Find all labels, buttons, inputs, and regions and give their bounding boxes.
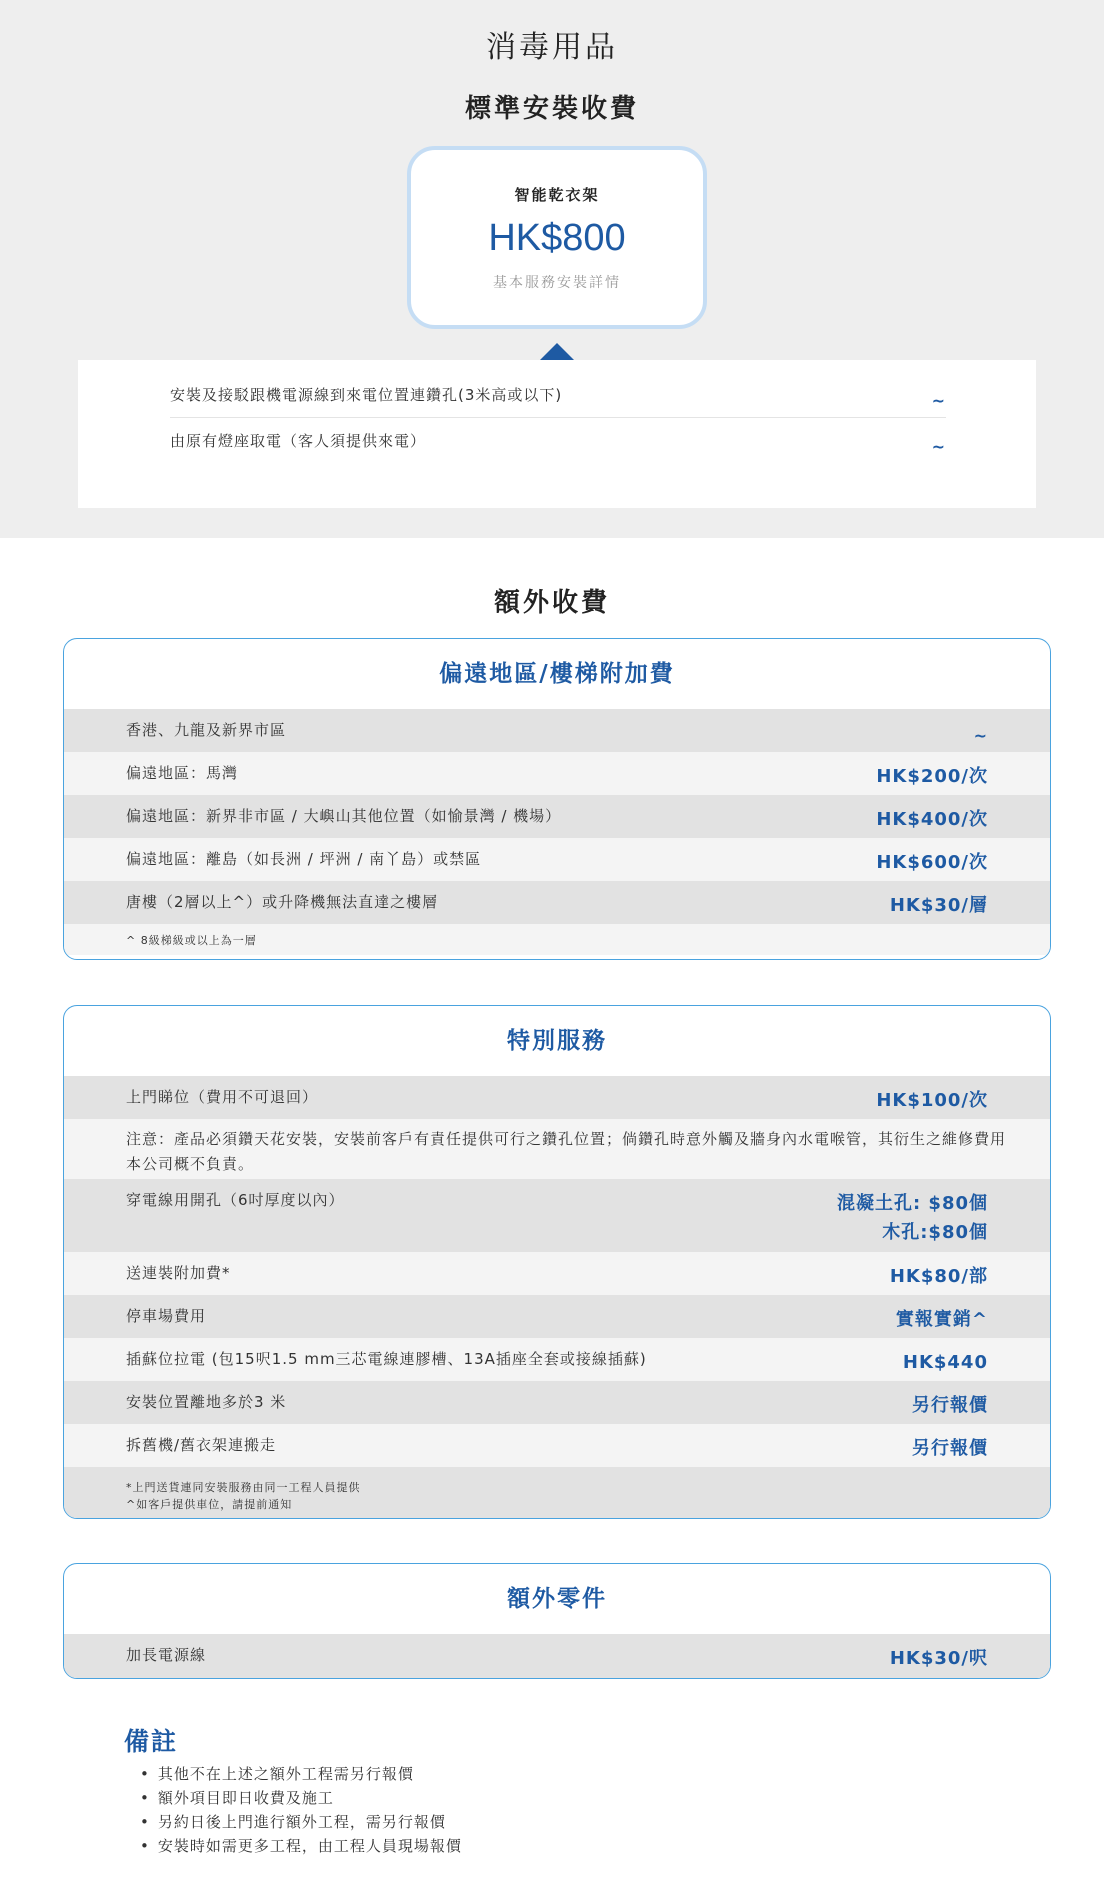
basic-service-details-link[interactable]: 基本服務安裝詳情 bbox=[493, 275, 621, 291]
row-label: 穿電線用開孔（6吋厚度以內） bbox=[126, 1191, 345, 1209]
row-value: HK$600/次 bbox=[876, 852, 988, 873]
bullet-icon: • bbox=[140, 1765, 150, 1783]
product-name: 智能乾衣架 bbox=[514, 186, 600, 204]
note-line: ^如客戶提供車位，請提前通知 bbox=[126, 1498, 293, 1511]
remark-text: 安裝時如需更多工程，由工程人員現場報價 bbox=[157, 1837, 462, 1855]
row-value bbox=[837, 1189, 988, 1247]
panel-title: 偏遠地區/樓梯附加費 bbox=[439, 661, 675, 687]
standard-section bbox=[0, 0, 1104, 538]
list-item bbox=[140, 1786, 462, 1810]
row-label: 安裝位置離地多於3 米 bbox=[126, 1393, 287, 1411]
row-value: HK$200/次 bbox=[876, 766, 988, 787]
table-row bbox=[64, 795, 1050, 838]
standard-fee-title: 標準安裝收費 bbox=[464, 94, 639, 124]
table-row bbox=[64, 1634, 1050, 1679]
row-value: 另行報價 bbox=[912, 1395, 988, 1416]
note-line: *上門送貨連同安裝服務由同一工程人員提供 bbox=[126, 1481, 361, 1494]
pointer-arrow-icon bbox=[540, 343, 574, 360]
row-label: 上門睇位（費用不可退回） bbox=[126, 1088, 319, 1106]
panel-title: 額外零件 bbox=[507, 1586, 607, 1612]
row-label: 拆舊機/舊衣架連搬走 bbox=[126, 1436, 277, 1454]
panel-notes bbox=[64, 924, 1050, 955]
page-title: 消毒用品 bbox=[486, 30, 618, 65]
remarks-list bbox=[140, 1762, 462, 1858]
row-label: 唐樓（2層以上^）或升降機無法直達之樓層 bbox=[126, 893, 439, 911]
table-row bbox=[64, 752, 1050, 795]
table-row bbox=[64, 1179, 1050, 1252]
special-services-panel bbox=[63, 1005, 1051, 1519]
table-row bbox=[64, 1119, 1050, 1179]
row-label: 注意：產品必須鑽天花安裝，安裝前客戶有責任提供可行之鑽孔位置；倘鑽孔時意外觸及牆身內水電喉管，其衍生之維修費用本公司概不負責。 bbox=[126, 1130, 1007, 1173]
table-row bbox=[64, 838, 1050, 881]
panel-title: 特別服務 bbox=[507, 1028, 607, 1054]
row-value: HK$100/次 bbox=[876, 1090, 988, 1111]
detail-label: 由原有燈座取電（客人須提供來電） bbox=[170, 432, 427, 450]
extra-charges-title: 額外收費 bbox=[493, 588, 610, 618]
row-value: HK$30/層 bbox=[889, 895, 988, 916]
detail-row bbox=[170, 418, 946, 464]
remark-text: 其他不在上述之額外工程需另行報價 bbox=[157, 1765, 414, 1783]
table-row bbox=[64, 1076, 1050, 1119]
remark-text: 另約日後上門進行額外工程，需另行報價 bbox=[157, 1813, 446, 1831]
table-row bbox=[64, 709, 1050, 752]
row-label: 送連裝附加費* bbox=[126, 1264, 231, 1282]
list-item bbox=[140, 1834, 462, 1858]
product-price-card[interactable] bbox=[407, 146, 707, 329]
note-line: ^ 8級梯級或以上為一層 bbox=[126, 934, 257, 947]
row-value: HK$400/次 bbox=[876, 809, 988, 830]
row-label: 停車場費用 bbox=[126, 1307, 207, 1325]
table-row bbox=[64, 1295, 1050, 1338]
detail-value: ~ bbox=[931, 391, 946, 410]
row-value: HK$440 bbox=[902, 1352, 988, 1373]
bullet-icon: • bbox=[140, 1837, 150, 1855]
detail-value: ~ bbox=[931, 437, 946, 456]
row-label: 偏遠地區：離島（如長洲 / 坪洲 / 南丫島）或禁區 bbox=[126, 850, 482, 868]
table-row bbox=[64, 1381, 1050, 1424]
table-row bbox=[64, 881, 1050, 924]
remark-text: 額外項目即日收費及施工 bbox=[157, 1789, 334, 1807]
panel-notes bbox=[64, 1467, 1050, 1519]
extra-parts-panel bbox=[63, 1563, 1051, 1679]
bullet-icon: • bbox=[140, 1813, 150, 1831]
table-row bbox=[64, 1424, 1050, 1467]
row-label: 插蘇位拉電 (包15呎1.5 mm三芯電線連膠槽、13A插座全套或接線插蘇) bbox=[126, 1350, 647, 1368]
detail-row bbox=[170, 372, 946, 418]
row-value: HK$30/呎 bbox=[889, 1648, 988, 1669]
list-item bbox=[140, 1810, 462, 1834]
list-item bbox=[140, 1762, 462, 1786]
value-line: 木孔:$80個 bbox=[882, 1222, 988, 1243]
bullet-icon: • bbox=[140, 1789, 150, 1807]
detail-label: 安裝及接駁跟機電源線到來電位置連鑽孔(3米高或以下) bbox=[170, 386, 563, 404]
product-price: HK$800 bbox=[488, 217, 626, 259]
row-value: ~ bbox=[973, 726, 988, 745]
table-row bbox=[64, 1338, 1050, 1381]
row-value: HK$80/部 bbox=[889, 1266, 988, 1287]
remote-area-panel bbox=[63, 638, 1051, 960]
row-label: 香港、九龍及新界市區 bbox=[126, 721, 287, 739]
standard-details-box bbox=[78, 360, 1036, 508]
row-value: 另行報價 bbox=[912, 1438, 988, 1459]
row-label: 偏遠地區：新界非市區 / 大嶼山其他位置（如愉景灣 / 機場） bbox=[126, 807, 562, 825]
row-label: 偏遠地區：馬灣 bbox=[126, 764, 239, 782]
remarks-title: 備註 bbox=[124, 1727, 179, 1756]
table-row bbox=[64, 1252, 1050, 1295]
row-label: 加長電源線 bbox=[126, 1646, 207, 1664]
row-value: 實報實銷^ bbox=[895, 1309, 988, 1330]
value-line: 混凝土孔: $80個 bbox=[836, 1193, 988, 1214]
